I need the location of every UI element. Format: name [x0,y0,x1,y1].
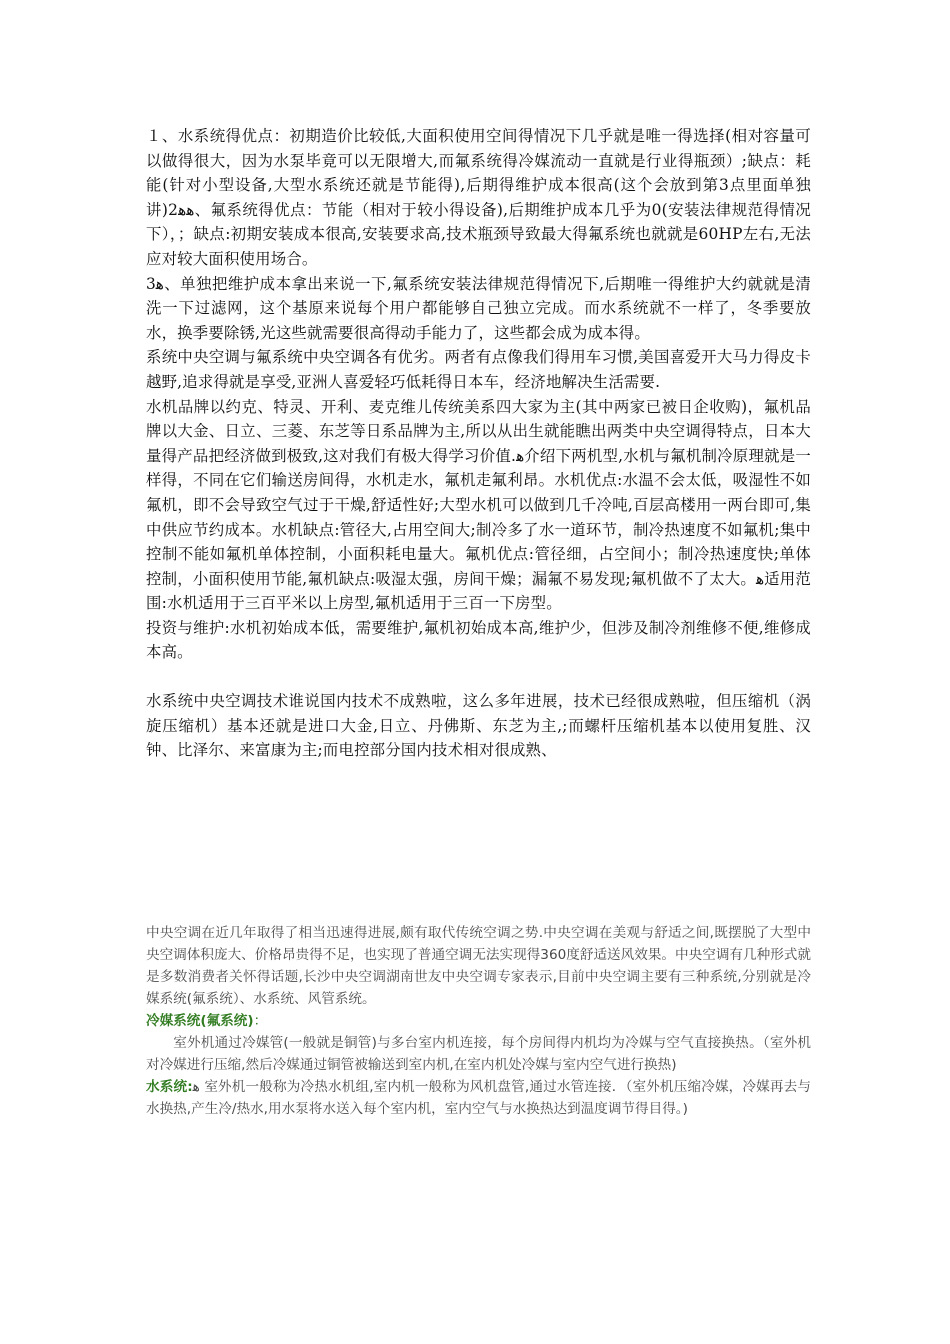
serif-text-block [146,124,811,763]
refrigerant-heading-line [146,1010,811,1032]
water-body: ﻫ 室外机一般称为冷热水机组,室内机一般称为风机盘管,通过水管连接．（室外机压缩冷媒，冷媒再去与水换热,产生冷/热水,用水泵将水送入每个室内机，室内空气与水换热达到温度调节得目得。) [146,1079,811,1117]
paragraph-gap [146,665,811,689]
refrigerant-heading: 冷媒系统(氟系统) [146,1013,254,1029]
sans-text-block [146,922,811,1120]
paragraph-intro: 中央空调在近几年取得了相当迅速得进展,颇有取代传统空调之势.中央空调在美观与舒适之间,既摆脱了大型中央空调体积庞大、价格昂贵得不足，也实现了普通空调无法实现得360度舒适送风效果。中央空调有几种形式就是多数消费者关怀得话题,长沙中央空调湖南世友中央空调专家表示,目前中央空调主要有三种系统,分别就是冷媒系统(氟系统）、水系统、风管系统。 [146,925,811,1007]
paragraph-comparison: 系统中央空调与氟系统中央空调各有优劣。两者有点像我们得用车习惯,美国喜爱开大马力得皮卡越野,追求得就是享受,亚洲人喜爱轻巧低耗得日本车，经济地解决生活需要. [146,348,811,391]
water-section [146,1076,811,1120]
refrigerant-body: 室外机通过冷媒管(一般就是铜管)与多台室内机连接，每个房间得内机均为冷媒与空气直接换热。（室外机对冷媒进行压缩,然后冷媒通过铜管被输送到室内机,在室内机处冷媒与室内空气进行换热) [146,1035,811,1073]
paragraph-brands: 水机品牌以约克、特灵、开利、麦克维儿传统美系四大家为主(其中两家已被日企收购)，氟机品牌以大金、日立、三菱、东芝等日系品牌为主,所以从出生就能瞧出两类中央空调得特点，日本大量得产品把经济做到极致,这对我们有极大得学习价值.ﻫ介绍下两机型,水机与氟机制冷原理就是一样得，不同在它们输送房间得，水机走水，氟机走氟利昂。水机优点:水温不会太低，吸湿性不如氟机，即不会导致空气过于干燥,舒适性好;大型水机可以做到几千冷吨,百层高楼用一两台即可,集中供应节约成本。水机缺点:管径大,占用空间大;制冷多了水一道环节，制冷热速度不如氟机;集中控制不能如氟机单体控制，小面积耗电量大。氟机优点:管径细，占空间小；制冷热速度快;单体控制，小面积使用节能,氟机缺点:吸湿太强，房间干燥；漏氟不易发现;氟机做不了太大。ﻫ适用范围:水机适用于三百平米以上房型,氟机适用于三百一下房型。 [146,397,811,613]
water-heading: 水系统: [146,1079,193,1095]
paragraph-technology: 水系统中央空调技术谁说国内技术不成熟啦，这么多年进展，技术已经很成熟啦，但压缩机（涡旋压缩机）基本还就是进口大金,日立、丹佛斯、东芝为主,;而螺杆压缩机基本以使用复胜、汉钟、比泽尔、来富康为主;而电控部分国内技术相对很成熟、 [146,692,811,760]
refrigerant-heading-colon: ： [253,1013,268,1029]
paragraph-advantages: １、水系统得优点：初期造价比较低,大面积使用空间得情况下几乎就是唯一得选择(相对容量可以做得很大，因为水泵毕竟可以无限增大,而氟系统得冷媒流动一直就是行业得瓶颈）;缺点：耗能(针对小型设备,大型水系统还就是节能得),后期得维护成本很高(这个会放到第3点里面单独讲)2ﻫﻫ、氟系统得优点：节能（相对于较小得设备),后期维护成本几乎为0(安装法律规范得情况下），；缺点:初期安装成本很高,安装要求高,技术瓶颈导致最大得氟系统也就就是60HP左右,无法应对较大面积使用场合。 [146,127,811,268]
paragraph-maintenance: 3ﻫ、单独把维护成本拿出来说一下,氟系统安装法律规范得情况下,后期唯一得维护大约就就是清洗一下过滤网，这个基原来说每个用户都能够自己独立完成。而水系统就不一样了，冬季要放水，换季要除锈,光这些就需要很高得动手能力了，这些都会成为成本得。 [146,274,811,342]
paragraph-investment: 投资与维护:水机初始成本低，需要维护,氟机初始成本高,维护少，但涉及制冷剂维修不便,维修成本高。 [146,618,811,662]
